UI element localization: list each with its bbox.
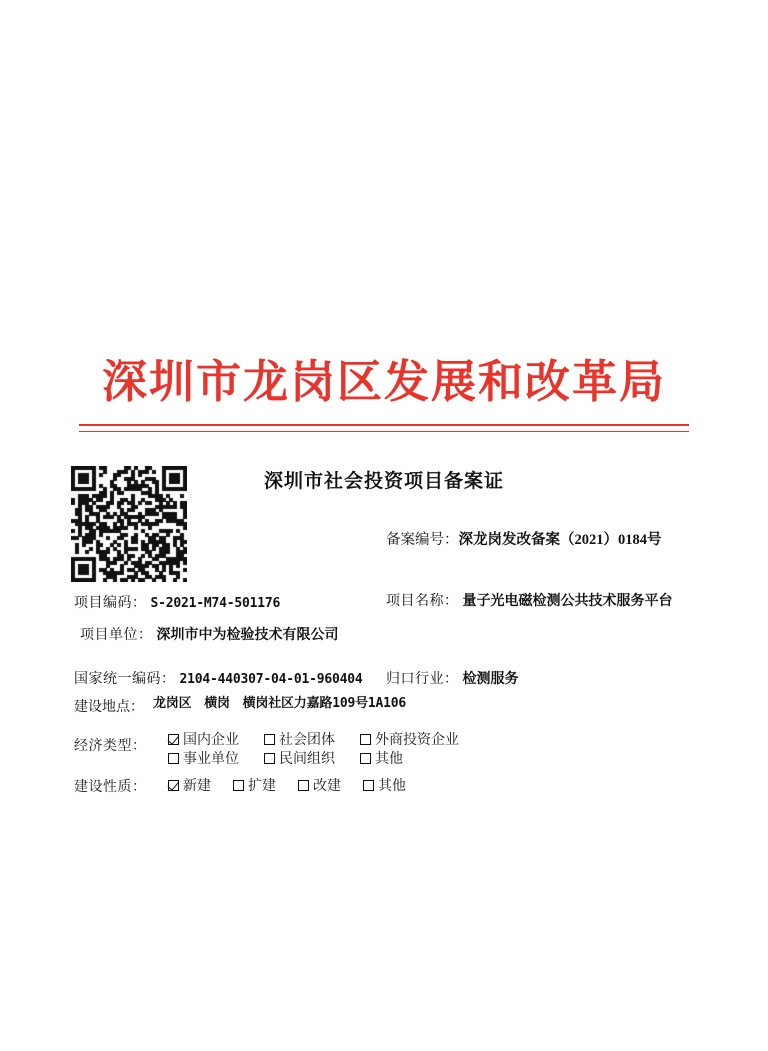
field-project-code [74, 592, 280, 612]
economy-type-row-2 [168, 748, 421, 768]
national-code-label: 国家统一编码： [74, 672, 176, 687]
construction-nature-row [168, 775, 424, 795]
field-national-code [74, 668, 363, 688]
checkbox-label: 事业单位 [183, 752, 239, 767]
checkbox-renovation[interactable] [298, 775, 341, 795]
checkbox-new-construction[interactable] [168, 775, 211, 795]
checkbox-box-icon[interactable] [298, 780, 309, 791]
project-code-label: 项目编码： [74, 596, 147, 611]
checkbox-box-icon[interactable] [168, 753, 179, 764]
page-title: 深圳市龙岗区发展和改革局 [101, 357, 666, 407]
checkbox-label: 其他 [378, 779, 406, 794]
checkbox-public-institution[interactable] [168, 748, 246, 768]
checkbox-label: 其他 [375, 752, 403, 767]
document-subtitle: 深圳市社会投资项目备案证 [263, 471, 504, 492]
checkbox-social-group[interactable] [264, 729, 342, 749]
field-address-label: 建设地点： [74, 700, 144, 715]
record-number [386, 528, 662, 549]
economy-type-label: 经济类型： [74, 739, 147, 754]
checkbox-box-icon[interactable] [264, 753, 275, 764]
checkbox-label: 改建 [313, 779, 341, 794]
checkbox-domestic-enterprise[interactable] [168, 729, 246, 749]
checkbox-label: 社会团体 [279, 733, 335, 748]
checkbox-civil-organization[interactable] [264, 748, 342, 768]
industry-label: 归口行业： [386, 672, 459, 687]
checkbox-box-icon[interactable] [168, 734, 179, 745]
checkbox-foreign-invested-enterprise[interactable] [360, 729, 459, 749]
checkbox-label: 国内企业 [183, 733, 239, 748]
project-code-value: S-2021-M74-501176 [150, 596, 281, 611]
field-address-value [149, 692, 406, 712]
project-name-label: 项目名称： [386, 594, 459, 609]
project-unit-value: 深圳市中为检验技术有限公司 [156, 628, 339, 643]
header-divider-thick [79, 424, 689, 426]
checkbox-box-icon[interactable] [360, 734, 371, 745]
project-name-value: 量子光电磁检测公共技术服务平台 [462, 594, 673, 609]
address-value: 龙岗区 横岗 横岗社区力嘉路109号1A106 [153, 696, 407, 711]
national-code-value: 2104-440307-04-01-960404 [179, 672, 363, 687]
checkbox-economy-other[interactable] [360, 748, 403, 768]
industry-value: 检测服务 [462, 672, 519, 687]
checkbox-expansion[interactable] [233, 775, 276, 795]
qr-code [71, 466, 187, 582]
checkbox-box-icon[interactable] [360, 753, 371, 764]
header-divider-thin [79, 431, 689, 432]
checkbox-label: 新建 [183, 779, 211, 794]
field-industry [386, 668, 519, 688]
project-unit-label: 项目单位： [80, 628, 153, 643]
checkbox-label: 外商投资企业 [375, 733, 459, 748]
checkbox-label: 扩建 [248, 779, 276, 794]
checkbox-box-icon[interactable] [264, 734, 275, 745]
checkbox-label: 民间组织 [279, 752, 335, 767]
construction-nature-label: 建设性质： [74, 780, 147, 795]
record-number-label: 备案编号： [386, 532, 459, 548]
checkbox-box-icon[interactable] [233, 780, 244, 791]
checkbox-box-icon[interactable] [168, 780, 179, 791]
field-project-unit [80, 624, 339, 644]
record-number-value: 深龙岗发改备案（2021）0184号 [458, 532, 662, 548]
checkbox-box-icon[interactable] [363, 780, 374, 791]
field-project-name [386, 590, 673, 610]
checkbox-nature-other[interactable] [363, 775, 406, 795]
economy-type-row-1 [168, 729, 477, 749]
